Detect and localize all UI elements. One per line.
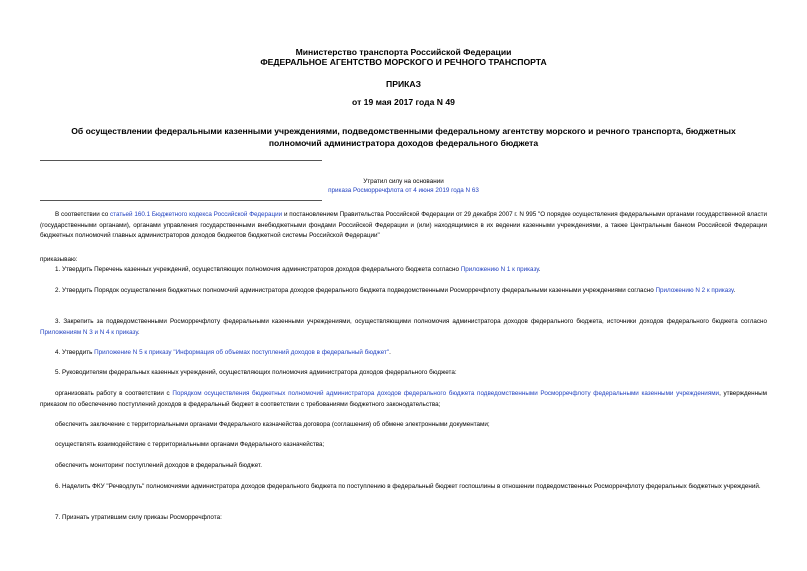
item-1 — [40, 265, 767, 276]
item-5-sub-1-text: организовать работу в соответствии с — [55, 390, 173, 397]
item-1-text: 1. Утвердить Перечень казенных учреждений, осуществляющих полномочия администраторов доходов федерального бюджета согласно — [55, 266, 461, 273]
item-5-sub-4: обеспечить мониторинг поступлений доходов в федеральный бюджет. — [55, 462, 262, 469]
order-word: приказываю: — [40, 256, 78, 263]
item-4-text: 4. Утвердить — [55, 349, 95, 356]
budget-code-link[interactable]: статьей 160.1 Бюджетного кодекса Российской Федерации — [110, 211, 283, 218]
item-1-end: . — [538, 266, 541, 273]
preamble-text-rest: и постановлением Правительства Российской Федерации от 29 декабря 2007 г. N 995 "О порядке осуществления федеральными органами государственной власти (государственными органами), органами управления государственными внебюджетными фондами Российской Федерации и (или) находящимися в их ведении казенными учреждениями, а также Центральным банком Российской Федерации бюджетных полномочий главных администраторов доходов бюджетов бюджетной системы Российской Федерации" — [40, 211, 767, 239]
appendix-3-4-link[interactable]: Приложениям N 3 и N 4 к приказу — [40, 328, 138, 336]
item-4-end: . — [389, 349, 391, 356]
top-divider — [40, 160, 322, 161]
item-3 — [40, 317, 767, 338]
document-type: ПРИКАЗ — [386, 79, 421, 89]
item-5-sub-3: осуществлять взаимодействие с территориальными органами Федерального казначейства; — [55, 441, 325, 448]
item-5: 5. Руководителям федеральных казенных учреждений, осуществляющих полномочия администратора доходов федерального бюджета: — [55, 369, 457, 376]
item-6: 6. Наделить ФКУ "Речводпуть" полномочиями администратора доходов федерального бюджета по поступлению в федеральный бюджет госпошлины в отношении подведомственных Росморречфлоту федеральных бюджетных учреждений. — [55, 483, 761, 490]
item-5-sub-2: обеспечить заключение с территориальными органами Федерального казначейства договора (соглашения) об обмене электронными документами; — [55, 421, 490, 428]
status-note-line: Утратил силу на основании — [363, 178, 444, 185]
status-note-link-row — [40, 187, 767, 195]
item-3-text: 3. Закрепить за подведомственными Росморречфлоту федеральными казенными учреждениями, осуществляющими полномочия администратора доходов федерального бюджета, источники доходов федерального бюджета согласно — [55, 318, 767, 325]
item-2-text: 2. Утвердить Порядок осуществления бюджетных полномочий администратора доходов федерального бюджета подведомственными Росморречфлоту федеральными казенными учреждениями согласно — [55, 287, 656, 294]
appendix-2-link[interactable]: Приложению N 2 к приказу — [655, 287, 734, 294]
document-date-number: от 19 мая 2017 года N 49 — [352, 97, 455, 107]
item-5-sub-1-end: , утвержденным приказом по обеспечению поступлений доходов в федеральный бюджет в соответствии с требованиями бюджетного законодательства; — [40, 390, 767, 408]
agency-name: ФЕДЕРАЛЬНОЕ АГЕНТСТВО МОРСКОГО И РЕЧНОГО ТРАНСПОРТА — [260, 57, 547, 67]
item-2 — [40, 286, 767, 297]
preamble-text-start: В соответствии со — [55, 211, 111, 218]
ministry-name: Министерство транспорта Российской Федерации — [295, 47, 512, 57]
item-4 — [40, 348, 767, 359]
preamble-paragraph — [40, 210, 767, 242]
item-3-end: . — [137, 328, 140, 336]
document-title: Об осуществлении федеральными казенными учреждениями, подведомственными федеральному агентству морского и речного транспорта, бюджетных полномочий администратора доходов федерального бюджета — [71, 126, 736, 148]
procedure-link[interactable]: Порядком осуществления бюджетных полномочий администратора доходов федерального бюджета подведомственными Росморречфлоту федеральными казенными учреждениями — [172, 390, 720, 397]
item-2-end: . — [733, 287, 736, 294]
appendix-5-link[interactable]: Приложение N 5 к приказу "Информация об объемах поступлений доходов в федеральный бюджет" — [94, 349, 390, 356]
appendix-1-link[interactable]: Приложению N 1 к приказу — [460, 266, 539, 273]
bottom-divider — [40, 200, 322, 201]
item-5-sub-1 — [40, 389, 767, 410]
repeal-order-link[interactable]: приказа Росморречфлота от 4 июня 2019 года N 63 — [328, 187, 479, 194]
item-7: 7. Признать утратившим силу приказы Росморречфлота: — [55, 514, 222, 521]
